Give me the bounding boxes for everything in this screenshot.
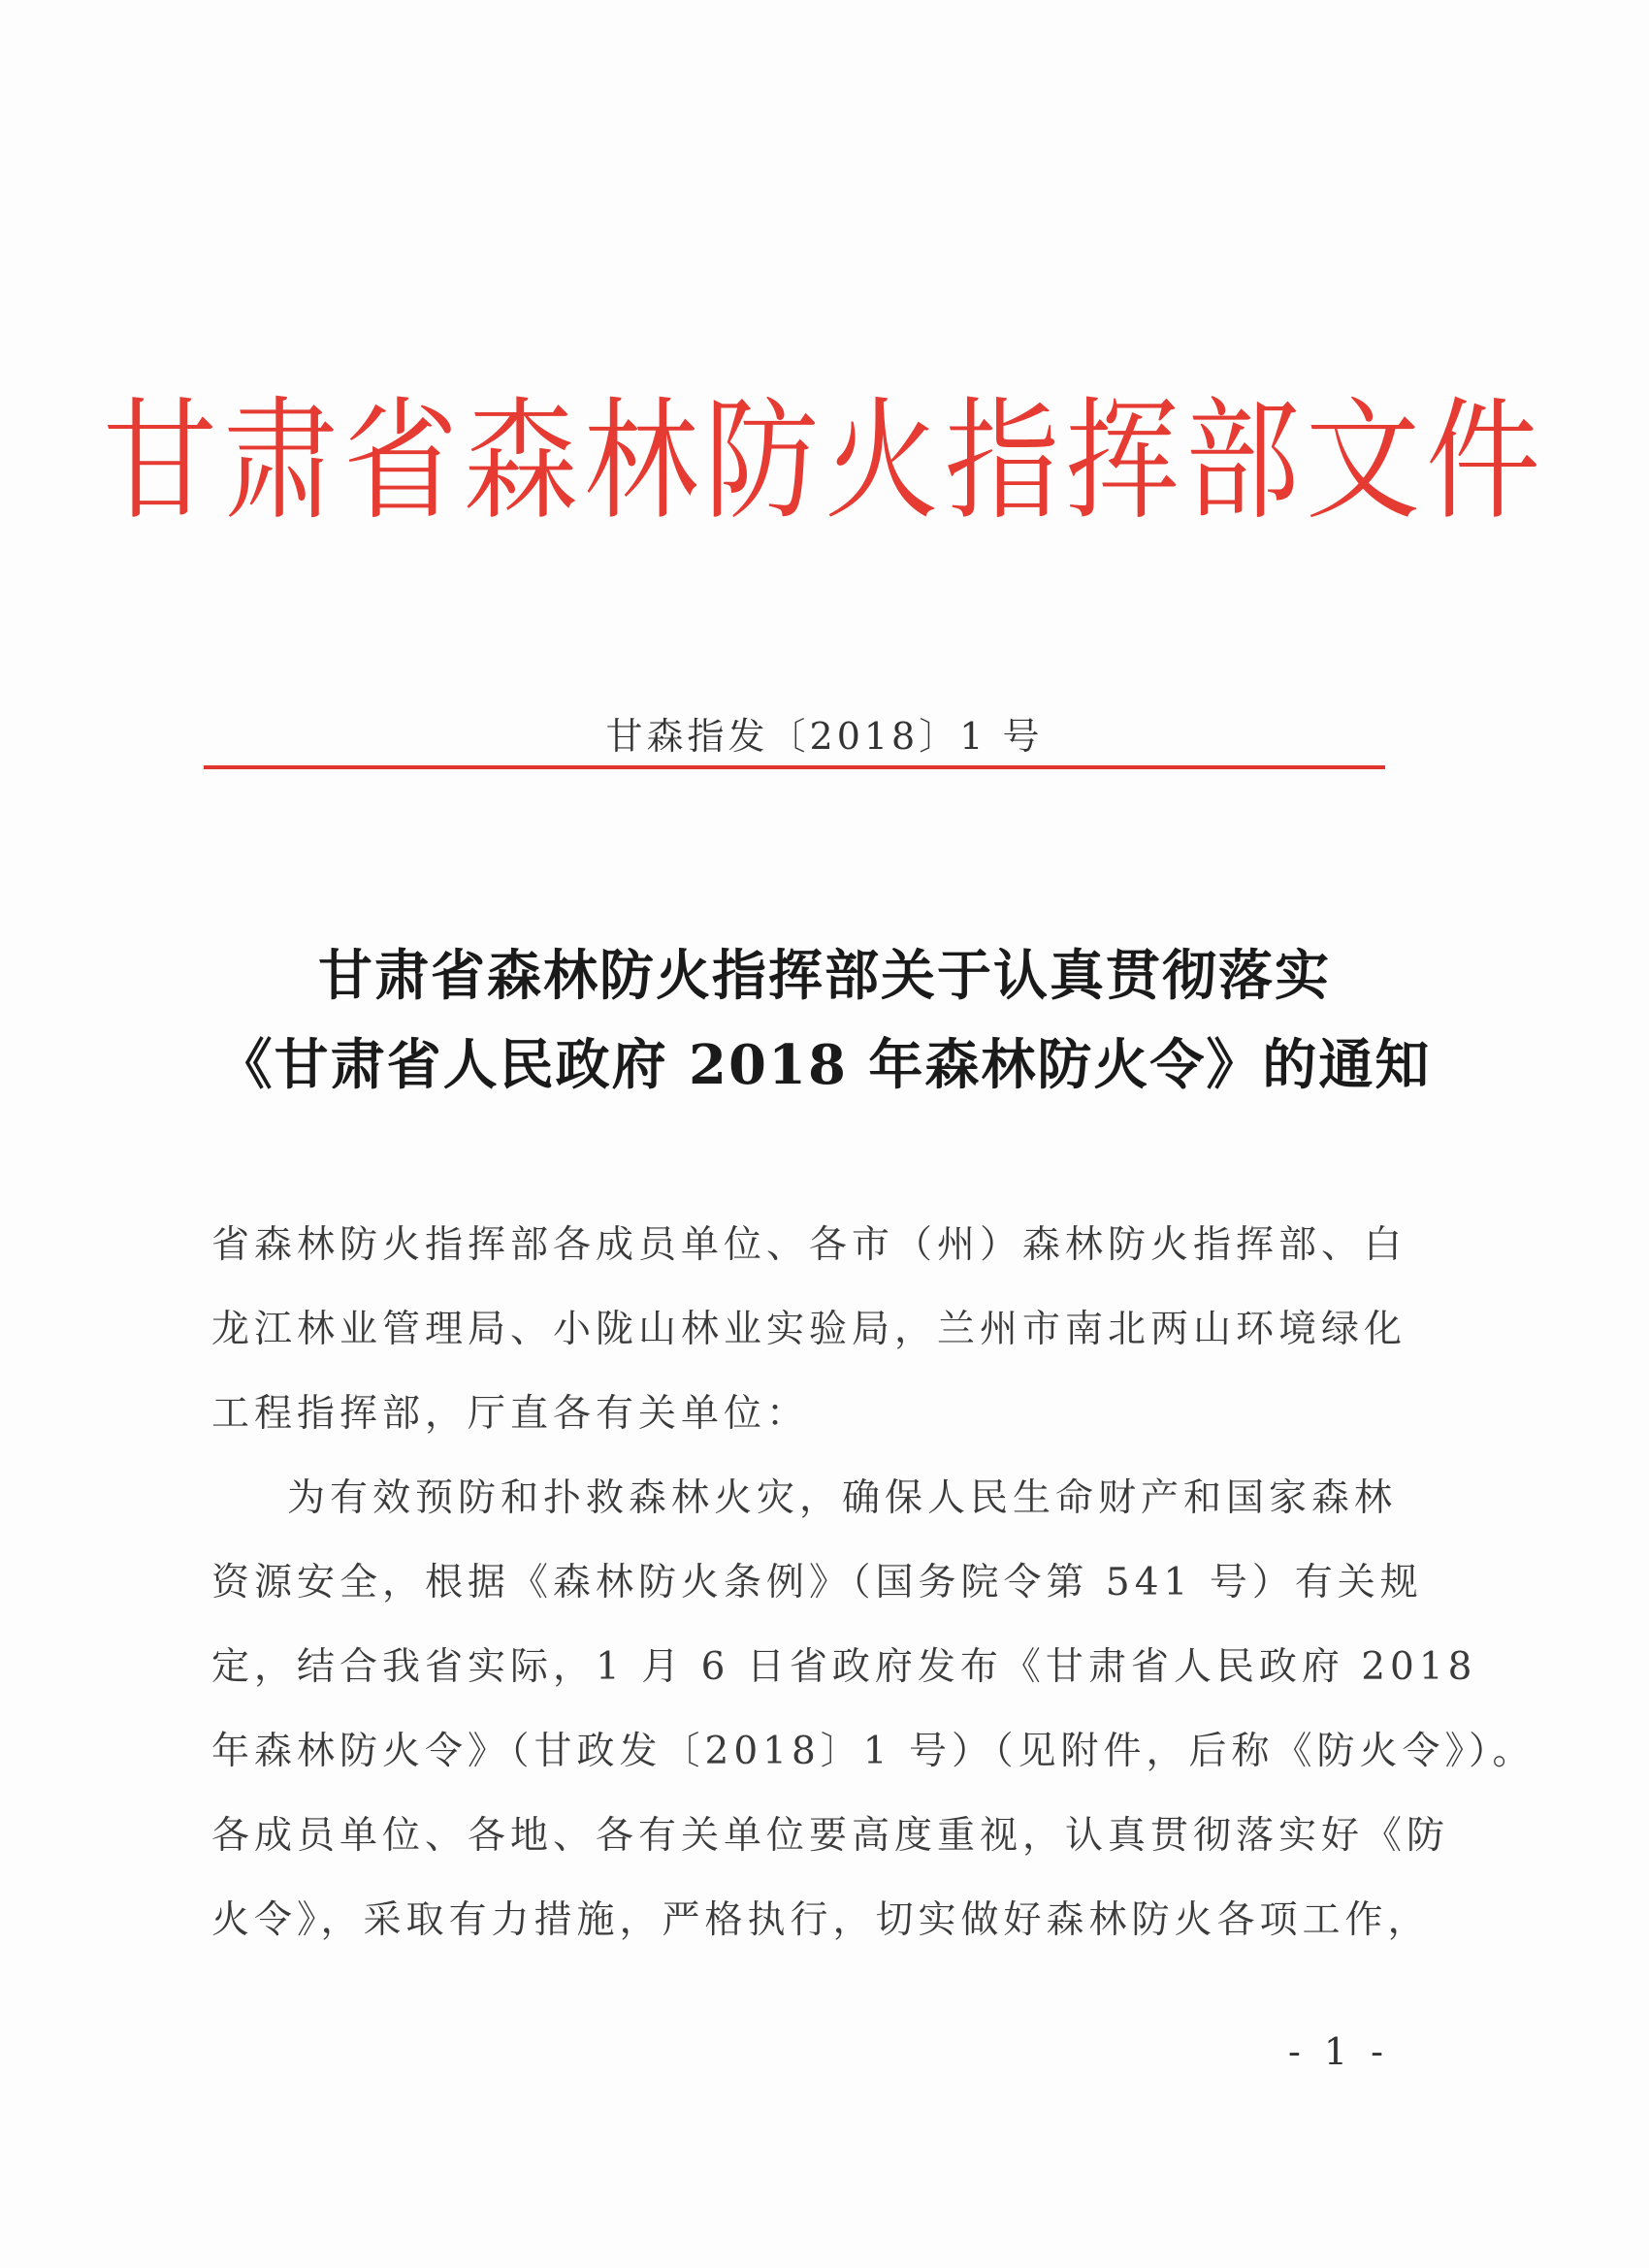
document-masthead: 甘肃省森林防火指挥部文件 — [102, 383, 1546, 538]
document-number: 甘森指发〔2018〕1 号 — [605, 715, 1044, 758]
body-line: 各成员单位、各地、各有关单位要高度重视，认真贯彻落实好《防 — [211, 1814, 1450, 1858]
body-line: 资源安全，根据《森林防火条例》（国务院令第 541 号）有关规 — [211, 1561, 1423, 1604]
body-line: 工程指挥部，厅直各有关单位： — [211, 1392, 810, 1436]
notice-title-line-1: 甘肃省森林防火指挥部关于认真贯彻落实 — [318, 944, 1331, 1008]
body-line: 省森林防火指挥部各成员单位、各市（州）森林防火指挥部、白 — [211, 1223, 1407, 1267]
notice-title — [0, 931, 1649, 1110]
notice-title-line-2: 《甘肃省人民政府 2018 年森林防火令》的通知 — [217, 1033, 1432, 1097]
page-number: - 1 - — [1287, 2030, 1389, 2073]
body-line: 为有效预防和扑救森林火灾，确保人民生命财产和国家森林 — [287, 1476, 1398, 1520]
body-line: 定，结合我省实际，1 月 6 日省政府发布《甘肃省人民政府 2018 — [211, 1645, 1477, 1689]
red-separator-rule — [204, 765, 1385, 769]
body-line: 龙江林业管理局、小陇山林业实验局，兰州市南北两山环境绿化 — [211, 1308, 1407, 1351]
notice-body — [211, 1203, 1536, 1962]
body-line: 年森林防火令》（甘政发〔2018〕1 号）（见附件，后称《防火令》）。 — [211, 1730, 1536, 1773]
body-line: 火令》，采取有力措施，严格执行，切实做好森林防火各项工作， — [211, 1898, 1431, 1942]
